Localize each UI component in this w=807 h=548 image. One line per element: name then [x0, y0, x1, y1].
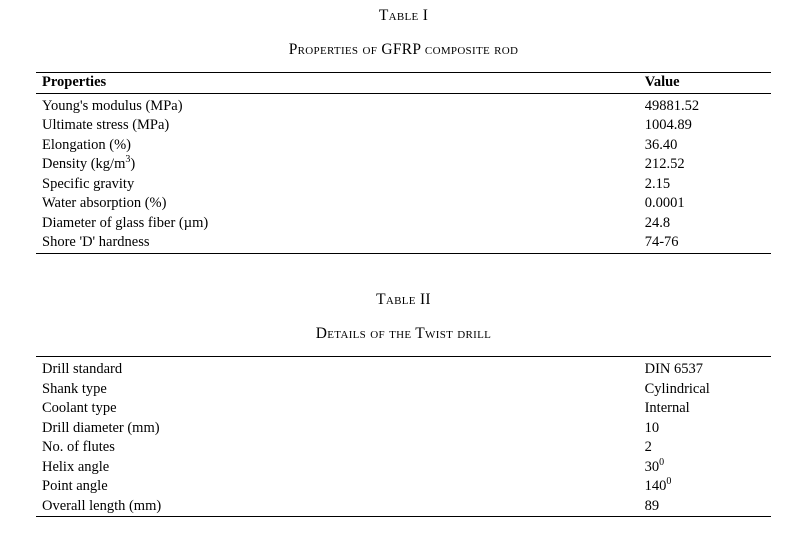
table-block-2: [0, 290, 807, 517]
table-2-number: Table II: [376, 291, 431, 308]
table-row: [36, 233, 771, 253]
table-1-cell-property: Elongation (%): [42, 136, 131, 153]
table-row: [36, 360, 771, 380]
table-2-cell-property: Helix angle: [42, 458, 110, 475]
table-1-cell-property: Specific gravity: [42, 175, 135, 192]
table-2-cell-value: $30^0$: [644, 456, 665, 475]
table-2-cell-value: $140^0$: [644, 476, 672, 494]
table-1-cell-value: 49881.52: [644, 97, 700, 114]
table-2-cell-property: Coolant type: [42, 400, 117, 416]
table-2-cell-property: Shank type: [42, 380, 107, 397]
table-row: [36, 458, 771, 478]
table-1-cell-value: 1004.89: [644, 117, 692, 133]
table-1-header-properties: Properties: [36, 73, 645, 94]
table-2-cell-property: Drill diameter (mm): [42, 419, 160, 436]
table-2-cell-value: DIN 6537: [644, 361, 703, 377]
table-row: [36, 214, 771, 234]
table-2-cell-property: Point angle: [42, 478, 108, 494]
table-2-cell-value: 2: [644, 439, 652, 455]
table-1-header-value: Value: [645, 73, 771, 94]
table-1-cell-value: 2.15: [644, 175, 671, 192]
table-row: [36, 116, 771, 136]
table-1-cell-property: Ultimate stress (MPa): [42, 117, 170, 133]
table-row: [36, 380, 771, 400]
table-block-1: [0, 6, 807, 254]
table-2-cell-value: Cylindrical: [644, 380, 710, 397]
table-1-cell-value: 24.8: [644, 214, 671, 231]
table-row: [36, 194, 771, 214]
table-1-cell-property: Shore 'D' hardness: [36, 233, 645, 253]
table-1-title: Properties of GFRP composite rod: [288, 41, 519, 58]
table-row: [36, 477, 771, 497]
table-1-number: Table I: [378, 7, 429, 24]
table-row: [36, 175, 771, 195]
table-row: [36, 497, 771, 517]
table-2-cell-property: Drill standard: [42, 361, 123, 377]
table-2-title: Details of the Twist drill: [315, 325, 492, 342]
table-1-cell-property: Diameter of glass fiber (µm): [42, 214, 209, 231]
table-2-cell-value: 89: [645, 497, 771, 517]
table-1-cell-value: 0.0001: [644, 195, 685, 211]
table-row: [36, 155, 771, 175]
table-2-cell-property: No. of flutes: [42, 439, 115, 455]
table-1-cell-property: Density $(kg/m^3)$: [42, 154, 136, 172]
table-row: [36, 136, 771, 156]
table-row: [36, 419, 771, 439]
table-2: [36, 356, 771, 517]
table-1-header-row: [36, 73, 771, 94]
table-2-cell-value: 10: [644, 419, 660, 436]
table-row: [36, 438, 771, 458]
table-row: [36, 399, 771, 419]
table-row: [36, 97, 771, 117]
table-2-cell-value: Internal: [644, 400, 690, 416]
table-1-cell-value: 36.40: [644, 136, 678, 153]
table-1-cell-property: Water absorption (%): [42, 195, 167, 211]
table-1-cell-property: Young's modulus (MPa): [42, 97, 183, 114]
table-1-cell-value: 212.52: [644, 156, 685, 172]
table-2-cell-property: Overall length (mm): [36, 497, 645, 517]
table-1: [36, 72, 771, 254]
table-1-cell-value: 74-76: [645, 233, 771, 253]
